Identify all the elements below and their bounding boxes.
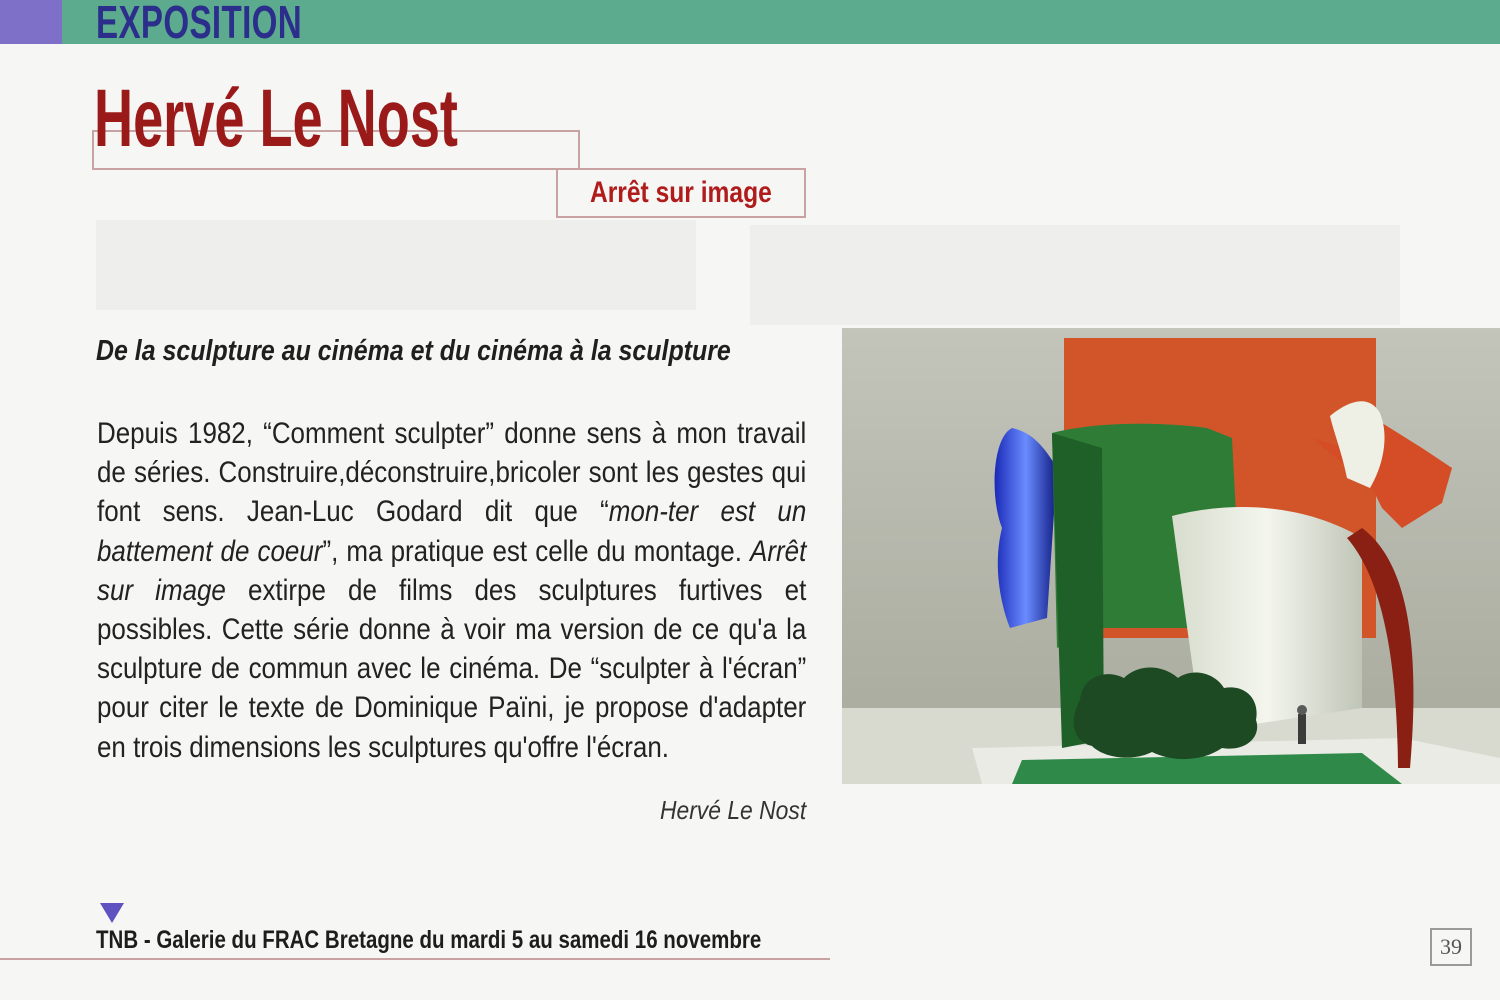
article-signature: Hervé Le Nost (659, 795, 806, 825)
sculpture-photo (842, 328, 1500, 784)
triangle-marker-icon (100, 903, 124, 923)
page-number: 39 (1430, 928, 1472, 966)
sculpture-photo-drawing (842, 328, 1500, 784)
subtitle-box (556, 168, 806, 218)
article-lead: De la sculpture au cinéma et du cinéma à la sculpture (96, 335, 731, 367)
bleed-through-block (750, 225, 1400, 325)
article-subtitle: Arrêt sur image (590, 176, 772, 209)
article-body (97, 414, 806, 767)
body-work-title: Arrêt sur image (97, 534, 807, 607)
header-accent-block (0, 0, 62, 44)
section-label: EXPOSITION (96, 0, 303, 48)
footer-rule (0, 958, 830, 960)
bleed-through-block (96, 220, 696, 310)
body-text-segment: extirpe de films des sculptures furtives et possibles. Cette série donne à voir ma version de ce qu'a la sculpture de commun avec le cinéma. De “sculpter à l'écran” pour citer le texte de Dominique Païni, je propose d'adapter en trois dimensions les sculptures qu'offre l'écran. (97, 573, 807, 764)
body-text-segment: Depuis 1982, “Comment sculpter” donne sens à mon travail de séries. Construire,déconstruire,bricoler sont les gestes qui font sens. Jean-Luc Godard dit que “ (97, 417, 807, 529)
body-quote: mon-ter est un battement de coeur (97, 495, 807, 568)
article-title: Hervé Le Nost (94, 73, 458, 164)
footer-venue-dates: TNB - Galerie du FRAC Bretagne du mardi 5 au samedi 16 novembre (96, 926, 762, 954)
body-text-segment: ”, ma pratique est celle du montage. (322, 534, 751, 568)
